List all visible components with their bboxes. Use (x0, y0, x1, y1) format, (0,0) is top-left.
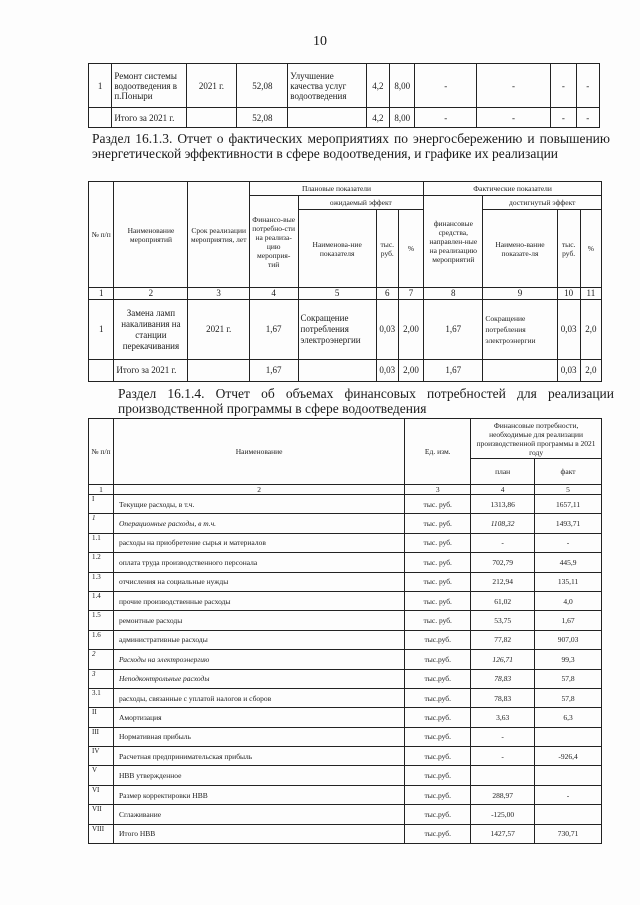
total-label: Итого за 2021 г. (112, 108, 186, 128)
col-number: 2 (114, 288, 188, 300)
header-rub-2: тыс. руб. (557, 210, 580, 288)
row-name: Итого НВВ (113, 824, 404, 843)
header-name: Наименование (113, 419, 404, 485)
table-row (89, 650, 602, 669)
row-number: VI (89, 785, 114, 804)
row-fact: 1657,11 (535, 495, 602, 514)
row-name: расходы, связанные с уплатой налогов и сборов (113, 688, 404, 707)
row-number: 1.3 (89, 572, 114, 591)
table-row (89, 630, 602, 649)
table-row (89, 495, 602, 514)
header-pct-2: % (580, 210, 601, 288)
col-number: 5 (535, 485, 602, 495)
col-number: 3 (188, 288, 249, 300)
row-unit: тыс.руб. (405, 824, 471, 843)
header-num: № п/п (89, 419, 114, 485)
row-unit: тыс.руб. (405, 650, 471, 669)
actual-effect: - (476, 64, 550, 108)
row-fact: - (535, 533, 602, 552)
row-number: III (89, 727, 114, 746)
row-unit: тыс.руб. (405, 785, 471, 804)
header-fin-actual: финансовые средства, направлен-ные на реализацию мероприятий (424, 196, 483, 288)
header-rub: тыс. руб. (376, 210, 398, 288)
page-number: 10 (313, 34, 327, 49)
table-row (89, 824, 602, 843)
col-number: 5 (298, 288, 376, 300)
row-name: расходы на приобретение сырья и материалов (113, 533, 404, 552)
header-name: Наименование мероприятий (114, 182, 188, 288)
row-number: VIII (89, 824, 114, 843)
table-row (89, 669, 602, 688)
row-number: 1.2 (89, 553, 114, 572)
header-ind-name-2: Наимено-вание показате-ля (483, 210, 557, 288)
row-name: Неподконтрольные расходы (113, 669, 404, 688)
row-plan: 288,97 (471, 785, 535, 804)
measure-year: 2021 г. (188, 300, 249, 360)
row-unit: тыс.руб. (405, 630, 471, 649)
row-name: отчисления на социальные нужды (113, 572, 404, 591)
table-row (89, 747, 602, 766)
col-number: 3 (405, 485, 471, 495)
row-plan (471, 766, 535, 785)
col-number: 2 (113, 485, 404, 495)
section-title-16-1-3: Раздел 16.1.3. Отчет о фактических мероприятиях по энергосбережению и повышению энергетической эффективности в сфере водоотведения, и графике их реализации (92, 131, 610, 161)
table-row (89, 533, 602, 552)
row-number: IV (89, 747, 114, 766)
table-row (89, 688, 602, 707)
row-plan: 1313,86 (471, 495, 535, 514)
table-row (89, 300, 602, 360)
col-number: 9 (483, 288, 557, 300)
row-plan: - (471, 533, 535, 552)
row-name: Сглаживание (113, 805, 404, 824)
col-number: 11 (580, 288, 601, 300)
row-plan: -125,00 (471, 805, 535, 824)
total-actual-pct: - (576, 108, 599, 128)
row-number: 1.6 (89, 630, 114, 649)
total-fin: 1,67 (249, 360, 298, 382)
measure-year: 2021 г. (186, 64, 237, 108)
table-row (89, 553, 602, 572)
row-number: 1 (89, 514, 114, 533)
row-unit: тыс. руб. (405, 514, 471, 533)
row-unit: тыс.руб. (405, 727, 471, 746)
section-title-16-1-4: Раздел 16.1.4. Отчет об объемах финансовых потребностей для реализации производственной программы в сфере водоотведения (118, 386, 614, 416)
row-fact: 907,03 (535, 630, 602, 649)
header-actual: Фактические показатели (424, 182, 602, 196)
table-row (89, 611, 602, 630)
row-name: ремонтные расходы (113, 611, 404, 630)
total-rub: 0,03 (376, 360, 398, 382)
row-number: 3 (89, 669, 114, 688)
total-year (186, 108, 237, 128)
total-pct-2: 2,0 (580, 360, 601, 382)
row-fact: 445,9 (535, 553, 602, 572)
col-number: 4 (249, 288, 298, 300)
row-plan: 53,75 (471, 611, 535, 630)
measure-amount: 52,08 (237, 64, 288, 108)
col-number: 1 (89, 485, 114, 495)
row-name: оплата труда производственного персонала (113, 553, 404, 572)
header-num: № п/п (89, 182, 114, 288)
row-number: 1.1 (89, 533, 114, 552)
col-number: 10 (557, 288, 580, 300)
row-unit: тыс.руб. (405, 747, 471, 766)
measure-name: Ремонт системы водоотведения в п.Поныри (112, 64, 186, 108)
row-plan: 1108,32 (471, 514, 535, 533)
table-row (89, 64, 600, 108)
col-number: 6 (376, 288, 398, 300)
table-row-total (89, 108, 600, 128)
row-plan: 61,02 (471, 591, 535, 610)
row-fact: 1493,71 (535, 514, 602, 533)
total-amount: 52,08 (237, 108, 288, 128)
achieved-rub: 0,03 (557, 300, 580, 360)
total-rub-2: 0,03 (557, 360, 580, 382)
row-name: Размер корректировки НВВ (113, 785, 404, 804)
column-numbers (89, 288, 602, 300)
effect-rub: 4,2 (366, 64, 389, 108)
row-number: 1 (89, 300, 114, 360)
row-unit: тыс. руб. (405, 591, 471, 610)
row-fact: 6,3 (535, 708, 602, 727)
row-fact: - (535, 785, 602, 804)
row-plan: 126,71 (471, 650, 535, 669)
col-number: 1 (89, 288, 114, 300)
total-actual-fin: - (415, 108, 476, 128)
row-plan: 702,79 (471, 553, 535, 572)
table-row (89, 708, 602, 727)
total-pct: 8,00 (390, 108, 415, 128)
row-name: прочие производственные расходы (113, 591, 404, 610)
measure-effect: Улучшение качества услуг водоотведения (288, 64, 366, 108)
achieved-effect: Сокращение потребления электроэнергии (483, 300, 557, 360)
header-expected: ожидаемый эффект (298, 196, 424, 210)
row-unit: тыс.руб. (405, 708, 471, 727)
table-row (89, 727, 602, 746)
total-label: Итого за 2021 г. (114, 360, 188, 382)
header-term: Срок реализации мероприятия, лет (188, 182, 249, 288)
row-unit: тыс.руб. (405, 805, 471, 824)
row-name: Расходы на электроэнергию (113, 650, 404, 669)
row-number: 3.1 (89, 688, 114, 707)
row-name: Нормативная прибыль (113, 727, 404, 746)
row-number: II (89, 708, 114, 727)
header-pct: % (398, 210, 423, 288)
row-number: 1 (89, 64, 112, 108)
header-achieved: достигнутый эффект (483, 196, 602, 210)
table-row (89, 591, 602, 610)
row-unit: тыс. руб. (405, 533, 471, 552)
row-number: 1.4 (89, 591, 114, 610)
total-effect (288, 108, 366, 128)
header-fin-plan: Финансо-вые потребно-сти на реализа-цию мероприя-тий (249, 196, 298, 288)
effect-pct: 8,00 (390, 64, 415, 108)
measure-name: Замена ламп накаливания на станции перекачивания (114, 300, 188, 360)
row-name: Амортизация (113, 708, 404, 727)
row-fact (535, 766, 602, 785)
row-name: Операционные расходы, в т.ч. (113, 514, 404, 533)
row-fact (535, 727, 602, 746)
row-fact: 99,3 (535, 650, 602, 669)
row-plan: 1427,57 (471, 824, 535, 843)
row-name: административные расходы (113, 630, 404, 649)
row-fact: -926,4 (535, 747, 602, 766)
expected-rub: 0,03 (376, 300, 398, 360)
table-row (89, 572, 602, 591)
row-name: Текущие расходы, в т.ч. (113, 495, 404, 514)
row-fact: 730,71 (535, 824, 602, 843)
row-plan: 78,83 (471, 669, 535, 688)
total-rub: 4,2 (366, 108, 389, 128)
row-unit: тыс.руб. (405, 766, 471, 785)
row-number (89, 108, 112, 128)
row-unit: тыс.руб. (405, 688, 471, 707)
row-fact (535, 805, 602, 824)
col-number: 4 (471, 485, 535, 495)
header-unit: Ед. изм. (405, 419, 471, 485)
row-unit: тыс. руб. (405, 611, 471, 630)
fin-actual: 1,67 (424, 300, 483, 360)
row-plan: - (471, 727, 535, 746)
row-name: НВВ утвержденное (113, 766, 404, 785)
header-planned: Плановые показатели (249, 182, 423, 196)
table-financial-needs (88, 418, 602, 844)
table-energy-saving (88, 181, 602, 382)
total-pct: 2,00 (398, 360, 423, 382)
header-plan: план (471, 459, 535, 485)
actual-pct: - (576, 64, 599, 108)
row-number: V (89, 766, 114, 785)
row-number: I (89, 495, 114, 514)
row-plan: - (471, 747, 535, 766)
row-number: 1.5 (89, 611, 114, 630)
actual-fin: - (415, 64, 476, 108)
row-plan: 77,82 (471, 630, 535, 649)
header-needs: Финансовые потребности, необходимые для реализации производственной программы в 2021 году (471, 419, 602, 459)
row-fact: 57,8 (535, 669, 602, 688)
expected-effect: Сокращение потребления электроэнергии (298, 300, 376, 360)
row-name: Расчетная предпринимательская прибыль (113, 747, 404, 766)
row-unit: тыс. руб. (405, 495, 471, 514)
table-row (89, 766, 602, 785)
row-unit: тыс. руб. (405, 553, 471, 572)
total-fin-2: 1,67 (424, 360, 483, 382)
row-plan: 78,83 (471, 688, 535, 707)
row-fact: 1,67 (535, 611, 602, 630)
actual-rub: - (551, 64, 576, 108)
table-repair-measures (88, 63, 600, 128)
table-row-total (89, 360, 602, 382)
total-actual-effect: - (476, 108, 550, 128)
row-plan: 3,63 (471, 708, 535, 727)
row-number: 2 (89, 650, 114, 669)
col-number: 8 (424, 288, 483, 300)
col-number: 7 (398, 288, 423, 300)
row-number: VII (89, 805, 114, 824)
table-row (89, 514, 602, 533)
fin-plan: 1,67 (249, 300, 298, 360)
row-unit: тыс.руб. (405, 669, 471, 688)
total-actual-rub: - (551, 108, 576, 128)
row-unit: тыс. руб. (405, 572, 471, 591)
table-row (89, 785, 602, 804)
row-plan: 212,94 (471, 572, 535, 591)
expected-pct: 2,00 (398, 300, 423, 360)
table-row (89, 805, 602, 824)
row-fact: 4,0 (535, 591, 602, 610)
row-fact: 57,8 (535, 688, 602, 707)
header-fact: факт (535, 459, 602, 485)
achieved-pct: 2,0 (580, 300, 601, 360)
row-fact: 135,11 (535, 572, 602, 591)
header-ind-name: Наименова-ние показателя (298, 210, 376, 288)
